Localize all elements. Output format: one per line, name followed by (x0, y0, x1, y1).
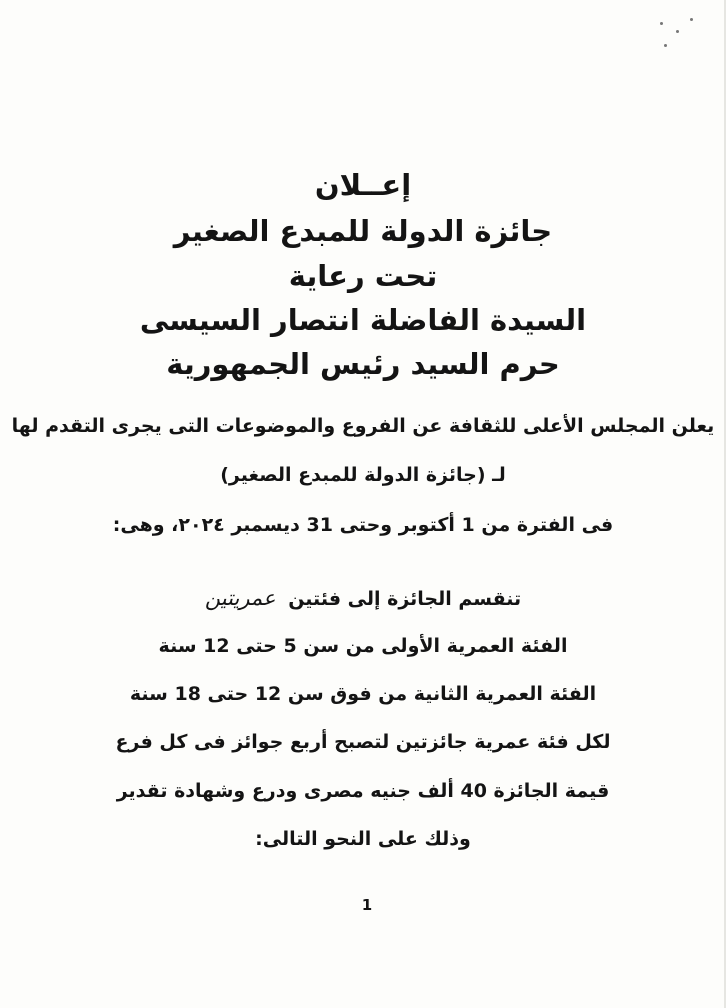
as-follows-text: وذلك على النحو التالى: (255, 828, 471, 850)
prize-name-heading: جائزة الدولة للمبدع الصغير (173, 214, 553, 248)
patron-title-heading: حرم السيد رئيس الجمهورية (166, 347, 560, 381)
scan-speck (690, 18, 693, 21)
categories-intro-text: تنقسم الجائزة إلى فئتين (288, 588, 522, 610)
scan-speck (660, 22, 663, 25)
intro-text-line-2: لـ (جائزة الدولة للمبدع الصغير) (220, 464, 506, 486)
handwritten-note: عمريتين (204, 586, 276, 610)
scan-speck (664, 44, 667, 47)
categories-intro-line (0, 586, 726, 610)
prize-value-text: قيمة الجائزة 40 ألف جنيه مصرى ودرع وشهادة تقدير (116, 780, 610, 802)
age-group-1-text: الفئة العمرية الأولى من سن 5 حتى 12 سنة (158, 635, 568, 657)
scan-speck (676, 30, 679, 33)
announcement-heading: إعــلان (314, 168, 412, 202)
patronage-heading: تحت رعاية (288, 259, 438, 293)
intro-text-line-1: يعلن المجلس الأعلى للثقافة عن الفروع والموضوعات التى يجرى التقدم لها (11, 415, 715, 437)
page-number: 1 (361, 896, 373, 914)
period-text: فى الفترة من 1 أكتوبر وحتى 31 ديسمبر ٢٠٢٤، وهى: (112, 514, 614, 536)
age-group-2-text: الفئة العمرية الثانية من فوق سن 12 حتى 18 سنة (129, 683, 597, 705)
patron-name-heading: السيدة الفاضلة انتصار السيسى (139, 303, 587, 337)
prizes-per-group-text: لكل فئة عمرية جائزتين لتصبح أربع جوائز فى كل فرع (115, 731, 611, 753)
